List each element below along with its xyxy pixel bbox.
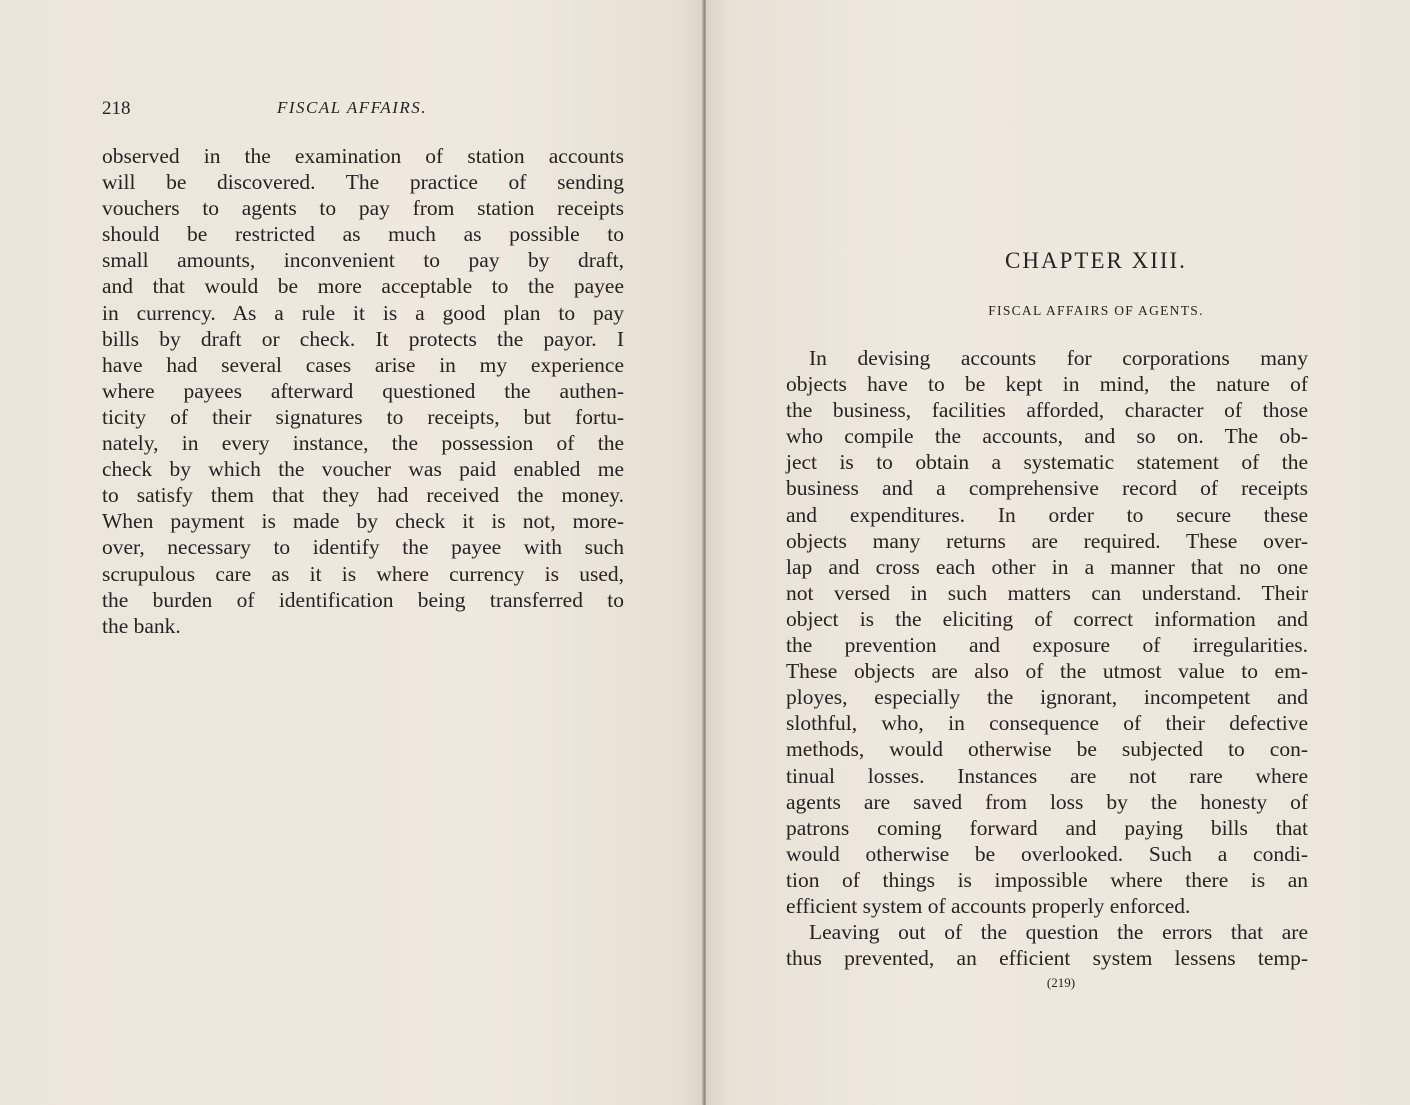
text-line: ployes, especially the ignorant, incompetent and <box>786 685 1308 710</box>
text-line: lap and cross each other in a manner that no one <box>786 554 1308 579</box>
text-line: the burden of identification being transferred to <box>102 587 624 612</box>
text-line: not versed in such matters can understand. Their <box>786 580 1308 605</box>
page-number-left: 218 <box>102 98 131 119</box>
text-line: in currency. As a rule it is a good plan to pay <box>102 300 624 325</box>
running-head <box>102 98 624 124</box>
text-line: When payment is made by check it is not, more- <box>102 509 624 534</box>
text-line: nately, in every instance, the possession of the <box>102 431 624 456</box>
right-page <box>706 0 1410 1105</box>
text-line: Leaving out of the question the errors that are <box>809 920 1308 945</box>
text-line: the prevention and exposure of irregularities. <box>786 633 1308 658</box>
text-line: over, necessary to identify the payee with such <box>102 535 624 560</box>
text-line: bills by draft or check. It protects the payor. I <box>102 326 624 351</box>
text-line: vouchers to agents to pay from station receipts <box>102 196 624 221</box>
text-line: observed in the examination of station accounts <box>102 144 624 168</box>
chapter-title: CHAPTER XIII. <box>1005 248 1187 273</box>
text-line: would otherwise be overlooked. Such a condi- <box>786 841 1308 866</box>
text-line: small amounts, inconvenient to pay by draft, <box>102 248 624 273</box>
text-line: slothful, who, in consequence of their defective <box>786 711 1308 736</box>
text-line: check by which the voucher was paid enabled me <box>102 457 624 482</box>
text-line: have had several cases arise in my experience <box>102 352 624 377</box>
text-line: agents are saved from loss by the honesty of <box>786 789 1308 814</box>
text-line: should be restricted as much as possible to <box>102 222 624 247</box>
text-line: where payees afterward questioned the authen- <box>102 378 624 403</box>
text-line: the business, facilities afforded, character of those <box>786 398 1308 423</box>
right-page-body <box>786 345 1308 971</box>
text-line: thus prevented, an efficient system lessens temp- <box>786 946 1308 971</box>
text-line: objects many returns are required. These over- <box>786 528 1308 553</box>
text-line: and expenditures. In order to secure these <box>786 502 1308 527</box>
text-line: tinual losses. Instances are not rare where <box>786 763 1308 788</box>
page-number-right: (219) <box>1046 975 1076 990</box>
text-line: business and a comprehensive record of receipts <box>786 476 1308 501</box>
text-line: will be discovered. The practice of sending <box>102 170 624 195</box>
text-line: objects have to be kept in mind, the nature of <box>786 372 1308 397</box>
text-line: ject is to obtain a systematic statement of the <box>786 450 1308 475</box>
text-line: to satisfy them that they had received the money. <box>102 483 624 508</box>
left-page <box>0 0 704 1105</box>
chapter-subtitle: FISCAL AFFAIRS OF AGENTS. <box>988 303 1204 318</box>
text-line: tion of things is impossible where there is an <box>786 867 1308 892</box>
text-line: efficient system of accounts properly enforced. <box>786 893 1191 918</box>
text-line: who compile the accounts, and so on. The ob- <box>786 424 1308 449</box>
text-line: ticity of their signatures to receipts, but fortu- <box>102 404 624 429</box>
text-line: In devising accounts for corporations many <box>809 346 1308 370</box>
text-line: and that would be more acceptable to the payee <box>102 274 624 299</box>
running-head-title: FISCAL AFFAIRS. <box>277 98 427 117</box>
text-line: the bank. <box>102 613 181 638</box>
text-line: methods, would otherwise be subjected to con- <box>786 737 1308 762</box>
text-line: These objects are also of the utmost value to em- <box>786 659 1308 684</box>
left-page-body <box>102 143 624 639</box>
text-line: patrons coming forward and paying bills that <box>786 815 1308 840</box>
text-line: object is the eliciting of correct information and <box>786 606 1308 631</box>
text-line: scrupulous care as it is where currency is used, <box>102 561 624 586</box>
